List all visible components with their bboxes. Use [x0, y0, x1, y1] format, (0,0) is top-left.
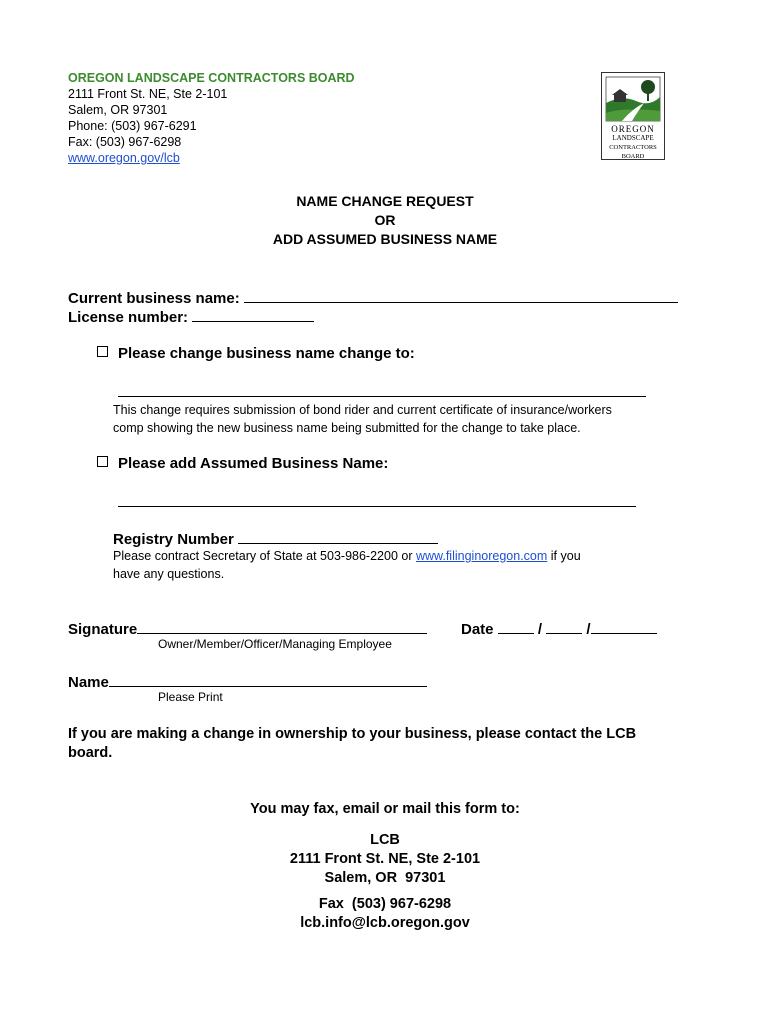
- date-separator-1: /: [537, 621, 543, 638]
- license-number-label: License number:: [68, 309, 189, 326]
- license-number-field[interactable]: [192, 307, 314, 322]
- date-label: Date: [461, 621, 494, 638]
- send-intro: You may fax, email or mail this form to:: [250, 801, 520, 817]
- assumed-name-label: Please add Assumed Business Name:: [118, 455, 389, 472]
- ownership-notice-line2: board.: [68, 745, 113, 761]
- registry-number-field[interactable]: [238, 529, 438, 544]
- current-business-label: Current business name:: [68, 290, 240, 307]
- assumed-name-option: [97, 455, 388, 472]
- print-name-sublabel: Please Print: [158, 690, 223, 704]
- print-name-row: [68, 672, 427, 691]
- org-address-line1: 2111 Front St. NE, Ste 2-101: [68, 87, 228, 101]
- date-year-field[interactable]: [591, 619, 657, 634]
- form-title-line1: NAME CHANGE REQUEST: [296, 193, 474, 209]
- registry-note-suffix: if you: [550, 549, 581, 563]
- change-name-label: Please change business name change to:: [118, 345, 415, 362]
- org-name: OREGON LANDSCAPE CONTRACTORS BOARD: [68, 71, 355, 85]
- send-address-line1: 2111 Front St. NE, Ste 2-101: [289, 851, 481, 867]
- org-website-link[interactable]: www.oregon.gov/lcb: [68, 151, 180, 165]
- date-day-field[interactable]: [546, 619, 582, 634]
- org-address-line2: Salem, OR 97301: [68, 103, 168, 117]
- org-fax: Fax: (503) 967-6298: [68, 135, 182, 149]
- ownership-notice-line1: If you are making a change in ownership to your business, please contact the LCB: [68, 726, 637, 742]
- send-email[interactable]: lcb.info@lcb.oregon.gov: [300, 915, 470, 931]
- signature-field[interactable]: [137, 619, 427, 634]
- org-phone: Phone: (503) 967-6291: [68, 119, 197, 133]
- form-title-line3: ADD ASSUMED BUSINESS NAME: [272, 231, 498, 247]
- send-org: LCB: [370, 832, 400, 848]
- signature-row: [68, 619, 427, 638]
- org-header: [68, 70, 355, 166]
- change-name-checkbox[interactable]: [97, 346, 108, 357]
- logo-text-line4: BOARD: [621, 153, 645, 160]
- send-fax: Fax (503) 967-6298: [318, 896, 452, 912]
- assumed-name-checkbox[interactable]: [97, 456, 108, 467]
- current-business-field[interactable]: [244, 288, 678, 303]
- lcb-logo: [601, 72, 665, 160]
- change-name-note: [113, 401, 612, 437]
- registry-note: [113, 547, 581, 583]
- date-month-field[interactable]: [498, 619, 534, 634]
- signature-label: Signature: [68, 621, 138, 638]
- signature-sublabel: Owner/Member/Officer/Managing Employee: [158, 637, 392, 651]
- date-separator-2: /: [586, 621, 591, 638]
- date-row: [461, 619, 657, 638]
- logo-text-line3: CONTRACTORS: [609, 144, 657, 151]
- print-name-label: Name: [68, 674, 109, 691]
- current-business-row: [68, 288, 678, 307]
- change-name-note-line2: comp showing the new business name being submitted for the change to take place.: [113, 421, 581, 435]
- logo-text-line1: OREGON: [611, 124, 655, 134]
- ownership-notice: [68, 725, 636, 763]
- change-name-note-line1: This change requires submission of bond rider and current certificate of insurance/workers: [113, 403, 612, 417]
- registry-number-label: Registry Number: [113, 531, 234, 548]
- print-name-field[interactable]: [109, 672, 427, 687]
- change-name-option: [97, 345, 415, 362]
- filing-in-oregon-link[interactable]: www.filinginoregon.com: [415, 549, 548, 563]
- send-address-line2: Salem, OR 97301: [324, 870, 446, 886]
- license-number-row: [68, 307, 314, 326]
- registry-number-row: [113, 529, 438, 548]
- assumed-business-name-field[interactable]: [118, 492, 636, 507]
- form-title-line2: OR: [374, 212, 396, 228]
- new-business-name-field[interactable]: [118, 382, 646, 397]
- registry-note-prefix: Please contract Secretary of State at 503-986-2200 or: [113, 549, 413, 563]
- registry-note-line2: have any questions.: [113, 567, 225, 581]
- logo-text-line2: LANDSCAPE: [612, 134, 654, 142]
